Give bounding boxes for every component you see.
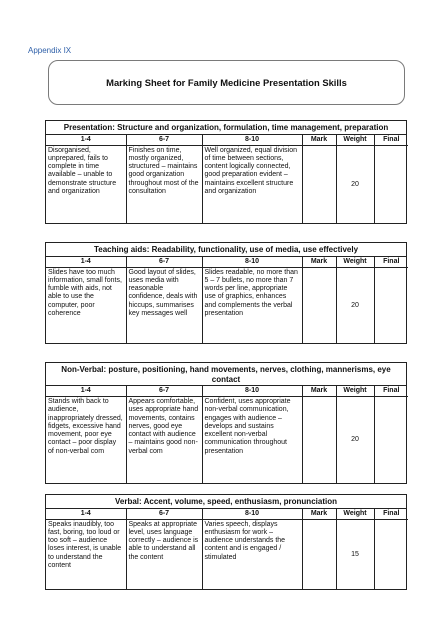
header-row bbox=[46, 509, 408, 520]
col-mark: Mark bbox=[302, 509, 336, 520]
col-6-7: 6-7 bbox=[126, 135, 202, 146]
col-8-10: 8-10 bbox=[202, 386, 302, 397]
section-heading: Presentation: Structure and organization, formulation, time management, preparation bbox=[46, 121, 406, 135]
col-mark: Mark bbox=[302, 386, 336, 397]
page-title: Marking Sheet for Family Medicine Presentation Skills bbox=[106, 77, 347, 88]
header-row bbox=[46, 386, 408, 397]
col-final: Final bbox=[374, 509, 408, 520]
final-cell[interactable] bbox=[374, 267, 408, 343]
weight-cell: 20 bbox=[336, 145, 374, 223]
cell-1-4: Slides have too much information, small fonts, fumble with aids, not able to use the computer, poor coherence bbox=[46, 267, 126, 343]
title-box bbox=[48, 60, 405, 105]
col-8-10: 8-10 bbox=[202, 509, 302, 520]
section-presentation bbox=[45, 120, 407, 224]
mark-cell[interactable] bbox=[302, 519, 336, 589]
col-final: Final bbox=[374, 135, 408, 146]
col-1-4: 1-4 bbox=[46, 386, 126, 397]
col-weight: Weight bbox=[336, 509, 374, 520]
section-non-verbal bbox=[45, 362, 407, 484]
cell-8-10: Confident, uses appropriate non-verbal communication, engages with audience – develops and sustains excellent non-verbal communication throughout presentation bbox=[202, 397, 302, 483]
col-6-7: 6-7 bbox=[126, 509, 202, 520]
cell-8-10: Varies speech, displays enthusiasm for work – audience understands the content and is engaged / stimulated bbox=[202, 519, 302, 589]
table-row bbox=[46, 519, 408, 589]
col-1-4: 1-4 bbox=[46, 135, 126, 146]
section-heading: Teaching aids: Readability, functionality, use of media, use effectively bbox=[46, 243, 406, 257]
weight-cell: 20 bbox=[336, 397, 374, 483]
header-row bbox=[46, 257, 408, 268]
col-final: Final bbox=[374, 257, 408, 268]
final-cell[interactable] bbox=[374, 397, 408, 483]
final-cell[interactable] bbox=[374, 145, 408, 223]
cell-8-10: Slides readable, no more than 5 – 7 bullets, no more than 7 words per line, appropriate use of graphics, enhances and complements the verbal presentation bbox=[202, 267, 302, 343]
col-weight: Weight bbox=[336, 257, 374, 268]
rubric-table bbox=[46, 257, 408, 344]
cell-8-10: Well organized, equal division of time between sections, content logically connected, good preparation evident – maintains excellent structure and organization bbox=[202, 145, 302, 223]
mark-cell[interactable] bbox=[302, 267, 336, 343]
final-cell[interactable] bbox=[374, 519, 408, 589]
col-8-10: 8-10 bbox=[202, 135, 302, 146]
table-row bbox=[46, 267, 408, 343]
col-weight: Weight bbox=[336, 386, 374, 397]
cell-6-7: Appears comfortable, uses appropriate hand movements, contains nerves, good eye contact with audience – maintains good non-verbal com bbox=[126, 397, 202, 483]
weight-cell: 20 bbox=[336, 267, 374, 343]
header-row bbox=[46, 135, 408, 146]
table-row bbox=[46, 145, 408, 223]
rubric-table bbox=[46, 509, 408, 590]
section-heading: Verbal: Accent, volume, speed, enthusiasm, pronunciation bbox=[46, 495, 406, 509]
section-teaching-aids bbox=[45, 242, 407, 344]
section-verbal bbox=[45, 494, 407, 590]
table-row bbox=[46, 397, 408, 483]
section-heading: Non-Verbal: posture, positioning, hand movements, nerves, clothing, mannerisms, eye contact bbox=[46, 363, 406, 386]
mark-cell[interactable] bbox=[302, 145, 336, 223]
cell-1-4: Stands with back to audience, inappropriately dressed, fidgets, excessive hand movement, poor eye contact – poor display of non-verbal com bbox=[46, 397, 126, 483]
cell-1-4: Disorganised, unprepared, fails to complete in time available – unable to demonstrate structure and organization bbox=[46, 145, 126, 223]
col-mark: Mark bbox=[302, 135, 336, 146]
appendix-label: Appendix IX bbox=[28, 46, 72, 55]
mark-cell[interactable] bbox=[302, 397, 336, 483]
weight-cell: 15 bbox=[336, 519, 374, 589]
col-1-4: 1-4 bbox=[46, 509, 126, 520]
cell-6-7: Good layout of slides, uses media with reasonable confidence, deals with hiccups, summarises key messages well bbox=[126, 267, 202, 343]
col-final: Final bbox=[374, 386, 408, 397]
col-6-7: 6-7 bbox=[126, 386, 202, 397]
col-1-4: 1-4 bbox=[46, 257, 126, 268]
cell-6-7: Speaks at appropriate level, uses language correctly – audience is able to understand all the content bbox=[126, 519, 202, 589]
rubric-table bbox=[46, 135, 408, 224]
cell-1-4: Speaks inaudibly, too fast, boring, too loud or too soft – audience loses interest, is unable to understand the content bbox=[46, 519, 126, 589]
col-6-7: 6-7 bbox=[126, 257, 202, 268]
rubric-table bbox=[46, 386, 408, 483]
cell-6-7: Finishes on time, mostly organized, structured – maintains good organization throughout most of the consultation bbox=[126, 145, 202, 223]
col-mark: Mark bbox=[302, 257, 336, 268]
col-8-10: 8-10 bbox=[202, 257, 302, 268]
col-weight: Weight bbox=[336, 135, 374, 146]
